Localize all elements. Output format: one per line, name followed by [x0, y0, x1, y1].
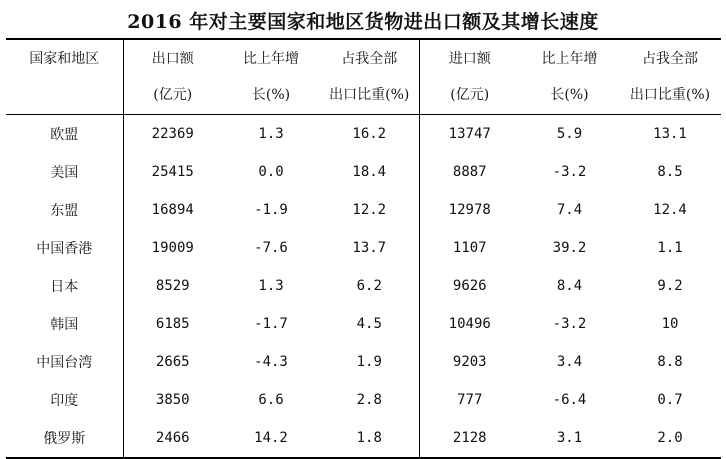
cell-import-share: 13.1: [653, 126, 687, 142]
header-row-1: [6, 39, 721, 76]
table-row: [6, 115, 721, 154]
cell-export-share: 4.5: [320, 305, 419, 343]
cell-export-share: 16.2: [320, 115, 419, 154]
cell-export-share: 6.2: [320, 267, 419, 305]
cell-import-growth: 5.9: [556, 126, 583, 142]
cell-export-amount: 19009: [151, 240, 194, 256]
cell-export-share: 1.8: [320, 419, 419, 458]
cell-import-share: 9.2: [657, 278, 683, 294]
cell-export-amount: 2665: [155, 354, 190, 370]
cell-export-amount: 6185: [155, 316, 190, 332]
cell-region: 欧盟: [6, 115, 123, 154]
header-region-blank: [6, 76, 123, 115]
header-import-share-unit: 出口比重(%): [619, 76, 721, 115]
cell-import-growth: 8.4: [556, 278, 583, 294]
cell-import-growth: 3.1: [556, 430, 583, 446]
cell-import-growth: -6.4: [552, 392, 587, 408]
cell-import-growth: -3.2: [552, 316, 587, 332]
trade-table: [6, 38, 721, 459]
header-region: 国家和地区: [6, 39, 123, 76]
cell-export-amount: 3850: [155, 392, 190, 408]
cell-export-share: 12.2: [320, 191, 419, 229]
cell-import-amount: 8887: [452, 164, 487, 180]
cell-export-amount: 2466: [155, 430, 190, 446]
header-import-growth-unit: 长(%): [520, 76, 619, 115]
table-row: [6, 419, 721, 458]
cell-export-growth: 0.0: [258, 164, 284, 180]
cell-region: 韩国: [6, 305, 123, 343]
cell-import-growth: 39.2: [552, 240, 587, 256]
cell-export-growth: 1.3: [258, 126, 284, 142]
header-row-2: [6, 76, 721, 115]
cell-import-share: 1.1: [657, 240, 683, 256]
cell-export-growth: 14.2: [254, 430, 288, 446]
header-export-growth-unit: 长(%): [222, 76, 320, 115]
cell-import-amount: 9626: [452, 278, 487, 294]
page-title: 2016 年对主要国家和地区货物进出口额及其增长速度: [127, 11, 599, 33]
cell-export-growth: -4.3: [254, 354, 288, 370]
cell-export-share: 13.7: [320, 229, 419, 267]
table-row: [6, 229, 721, 267]
cell-import-amount: 12978: [448, 202, 491, 218]
cell-export-growth: -1.7: [254, 316, 288, 332]
header-export-share-unit: 出口比重(%): [320, 76, 419, 115]
cell-import-growth: 7.4: [556, 202, 583, 218]
cell-region: 中国香港: [6, 229, 123, 267]
cell-import-share: 2.0: [657, 430, 683, 446]
table-row: [6, 305, 721, 343]
header-import-share: 占我全部: [642, 51, 698, 67]
table-row: [6, 381, 721, 419]
cell-export-amount: 8529: [155, 278, 190, 294]
cell-export-amount: 16894: [151, 202, 194, 218]
cell-export-amount: 25415: [151, 164, 194, 180]
header-export-growth: 比上年增: [243, 51, 299, 67]
header-import-amount: 进口额: [448, 51, 491, 67]
cell-import-share: 8.5: [657, 164, 683, 180]
header-import-growth: 比上年增: [541, 51, 598, 67]
cell-import-amount: 2128: [452, 430, 487, 446]
cell-import-share: 10: [661, 316, 679, 332]
cell-import-amount: 9203: [452, 354, 487, 370]
cell-export-amount: 22369: [151, 126, 194, 142]
cell-import-share: 12.4: [653, 202, 687, 218]
table-row: [6, 153, 721, 191]
cell-import-amount: 1107: [452, 240, 487, 256]
cell-import-growth: -3.2: [552, 164, 587, 180]
header-export-share: 占我全部: [320, 39, 419, 76]
cell-region: 印度: [6, 381, 123, 419]
cell-region: 美国: [6, 153, 123, 191]
cell-import-amount: 13747: [448, 126, 491, 142]
table-row: [6, 191, 721, 229]
header-export-amount-unit: (亿元): [123, 76, 222, 115]
cell-import-amount: 777: [457, 392, 483, 408]
cell-import-amount: 10496: [448, 316, 491, 332]
header-export-amount: 出口额: [151, 51, 194, 67]
table-row: [6, 343, 721, 381]
cell-export-growth: -1.9: [254, 202, 288, 218]
table-row: [6, 267, 721, 305]
cell-export-growth: -7.6: [254, 240, 288, 256]
cell-region: 日本: [6, 267, 123, 305]
cell-region: 东盟: [6, 191, 123, 229]
cell-import-growth: 3.4: [556, 354, 583, 370]
cell-region: 俄罗斯: [6, 419, 123, 458]
cell-export-share: 18.4: [320, 153, 419, 191]
header-import-amount-unit: (亿元): [419, 76, 520, 115]
cell-export-growth: 6.6: [258, 392, 284, 408]
cell-export-share: 1.9: [320, 343, 419, 381]
cell-import-share: 8.8: [657, 354, 683, 370]
cell-export-growth: 1.3: [258, 278, 284, 294]
cell-region: 中国台湾: [6, 343, 123, 381]
cell-import-share: 0.7: [657, 392, 683, 408]
cell-export-share: 2.8: [320, 381, 419, 419]
